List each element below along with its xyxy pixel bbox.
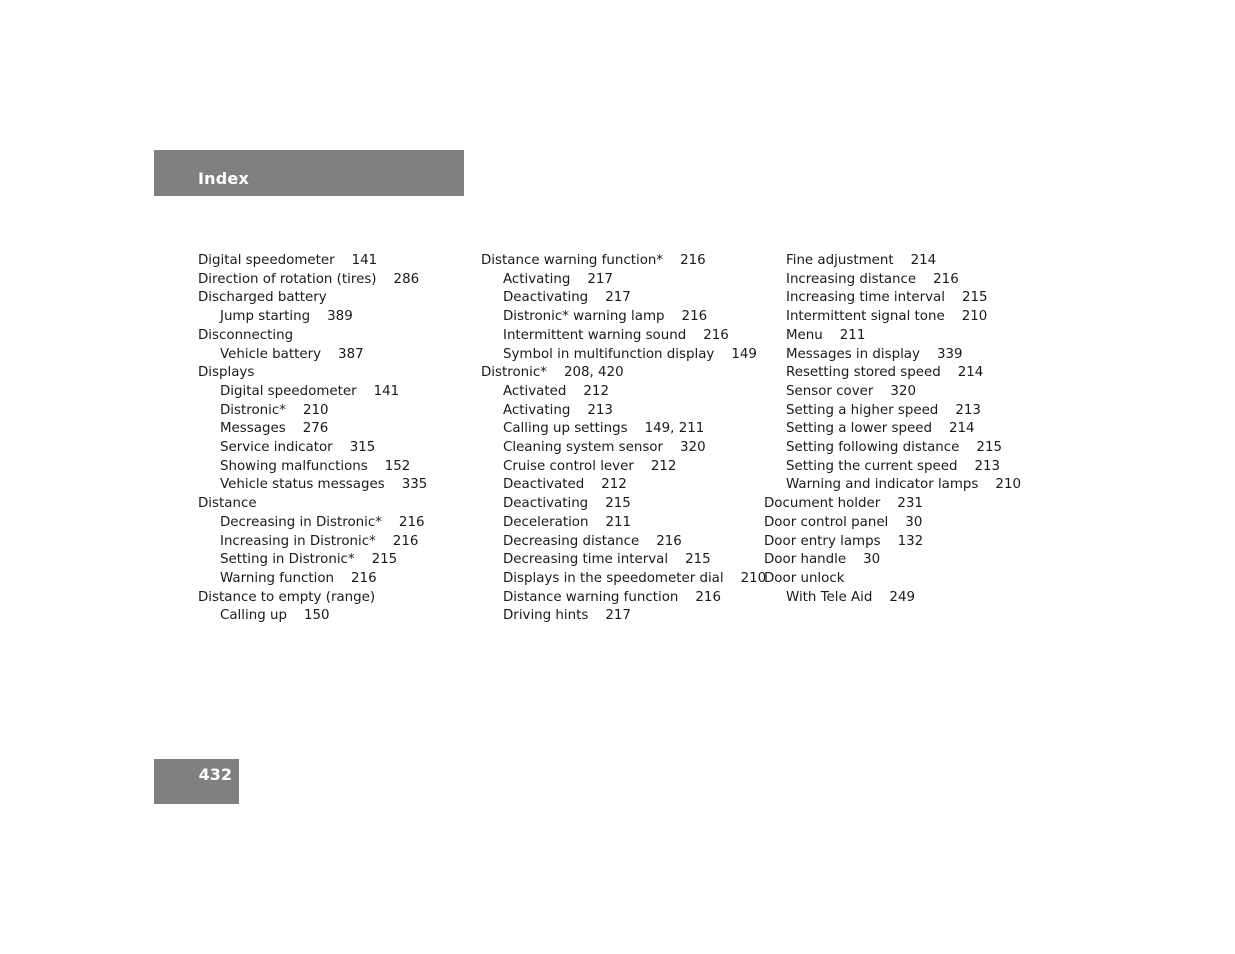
index-subentry: Activating 213 [503, 402, 613, 418]
index-subentry: Activated 212 [503, 383, 609, 399]
index-subentry: Vehicle status messages 335 [220, 477, 428, 493]
index-subentry: Deactivated 212 [503, 477, 627, 493]
index-subentry: Intermittent warning sound 216 [503, 327, 729, 343]
index-subentry: Setting following distance 215 [786, 440, 1002, 456]
index-subentry: Deactivating 215 [503, 496, 631, 512]
index-subentry: Distronic* 210 [220, 402, 329, 418]
index-subentry: Sensor cover 320 [786, 383, 916, 399]
index-column-2 [481, 252, 766, 626]
index-subentry: Vehicle battery 387 [220, 346, 364, 362]
index-subentry: Increasing in Distronic* 216 [220, 533, 419, 549]
index-subentry: Increasing time interval 215 [786, 290, 988, 306]
index-subentry: With Tele Aid 249 [786, 589, 915, 605]
index-entry: Displays [198, 365, 255, 381]
page-title: Index [198, 169, 249, 188]
index-subentry: Symbol in multifunction display 149 [503, 346, 757, 362]
index-subentry: Increasing distance 216 [786, 271, 959, 287]
index-subentry: Setting a lower speed 214 [786, 421, 975, 437]
index-subentry: Decreasing in Distronic* 216 [220, 514, 425, 530]
index-entry: Document holder 231 [764, 496, 923, 512]
index-subentry: Messages 276 [220, 421, 329, 437]
index-subentry: Fine adjustment 214 [786, 253, 937, 268]
index-subentry: Deactivating 217 [503, 290, 631, 306]
index-subentry: Warning function 216 [220, 570, 377, 586]
index-subentry: Calling up settings 149, 211 [503, 421, 705, 437]
index-subentry: Distronic* warning lamp 216 [503, 309, 708, 325]
index-entry: Distance to empty (range) [198, 589, 376, 605]
index-subentry: Setting the current speed 213 [786, 458, 1001, 474]
index-subentry: Deceleration 211 [503, 514, 632, 530]
index-entry: Distronic* 208, 420 [481, 365, 624, 381]
index-subentry: Jump starting 389 [220, 309, 353, 325]
index-entry: Door handle 30 [764, 552, 881, 568]
index-subentry: Decreasing time interval 215 [503, 552, 711, 568]
index-entry: Distance warning function* 216 [481, 253, 706, 268]
index-entry: Door unlock [764, 570, 845, 586]
index-column-1 [198, 252, 427, 626]
index-subentry: Warning and indicator lamps 210 [786, 477, 1021, 493]
index-entry: Disconnecting [198, 327, 294, 343]
index-subentry: Showing malfunctions 152 [220, 458, 411, 474]
index-subentry: Driving hints 217 [503, 608, 631, 624]
index-entry: Discharged battery [198, 290, 327, 306]
page-number: 432 [198, 765, 232, 784]
index-entry: Distance [198, 496, 257, 512]
index-subentry: Cruise control lever 212 [503, 458, 677, 474]
index-subentry: Intermittent signal tone 210 [786, 309, 988, 325]
index-subentry: Resetting stored speed 214 [786, 365, 984, 381]
index-subentry: Service indicator 315 [220, 440, 376, 456]
index-subentry: Displays in the speedometer dial 210 [503, 570, 767, 586]
index-subentry: Setting a higher speed 213 [786, 402, 981, 418]
index-subentry: Decreasing distance 216 [503, 533, 682, 549]
index-subentry: Calling up 150 [220, 608, 330, 624]
index-entry: Door entry lamps 132 [764, 533, 924, 549]
index-header-bar [154, 150, 464, 196]
index-entry: Digital speedometer 141 [198, 253, 378, 268]
index-entry: Direction of rotation (tires) 286 [198, 271, 420, 287]
index-subentry: Menu 211 [786, 327, 866, 343]
index-subentry: Activating 217 [503, 271, 613, 287]
index-subentry: Setting in Distronic* 215 [220, 552, 398, 568]
index-entry: Door control panel 30 [764, 514, 923, 530]
index-subentry: Cleaning system sensor 320 [503, 440, 706, 456]
index-subentry: Messages in display 339 [786, 346, 963, 362]
page-number-tab [154, 759, 239, 804]
index-subentry: Distance warning function 216 [503, 589, 721, 605]
index-subentry: Digital speedometer 141 [220, 383, 400, 399]
index-column-3 [764, 252, 1021, 607]
